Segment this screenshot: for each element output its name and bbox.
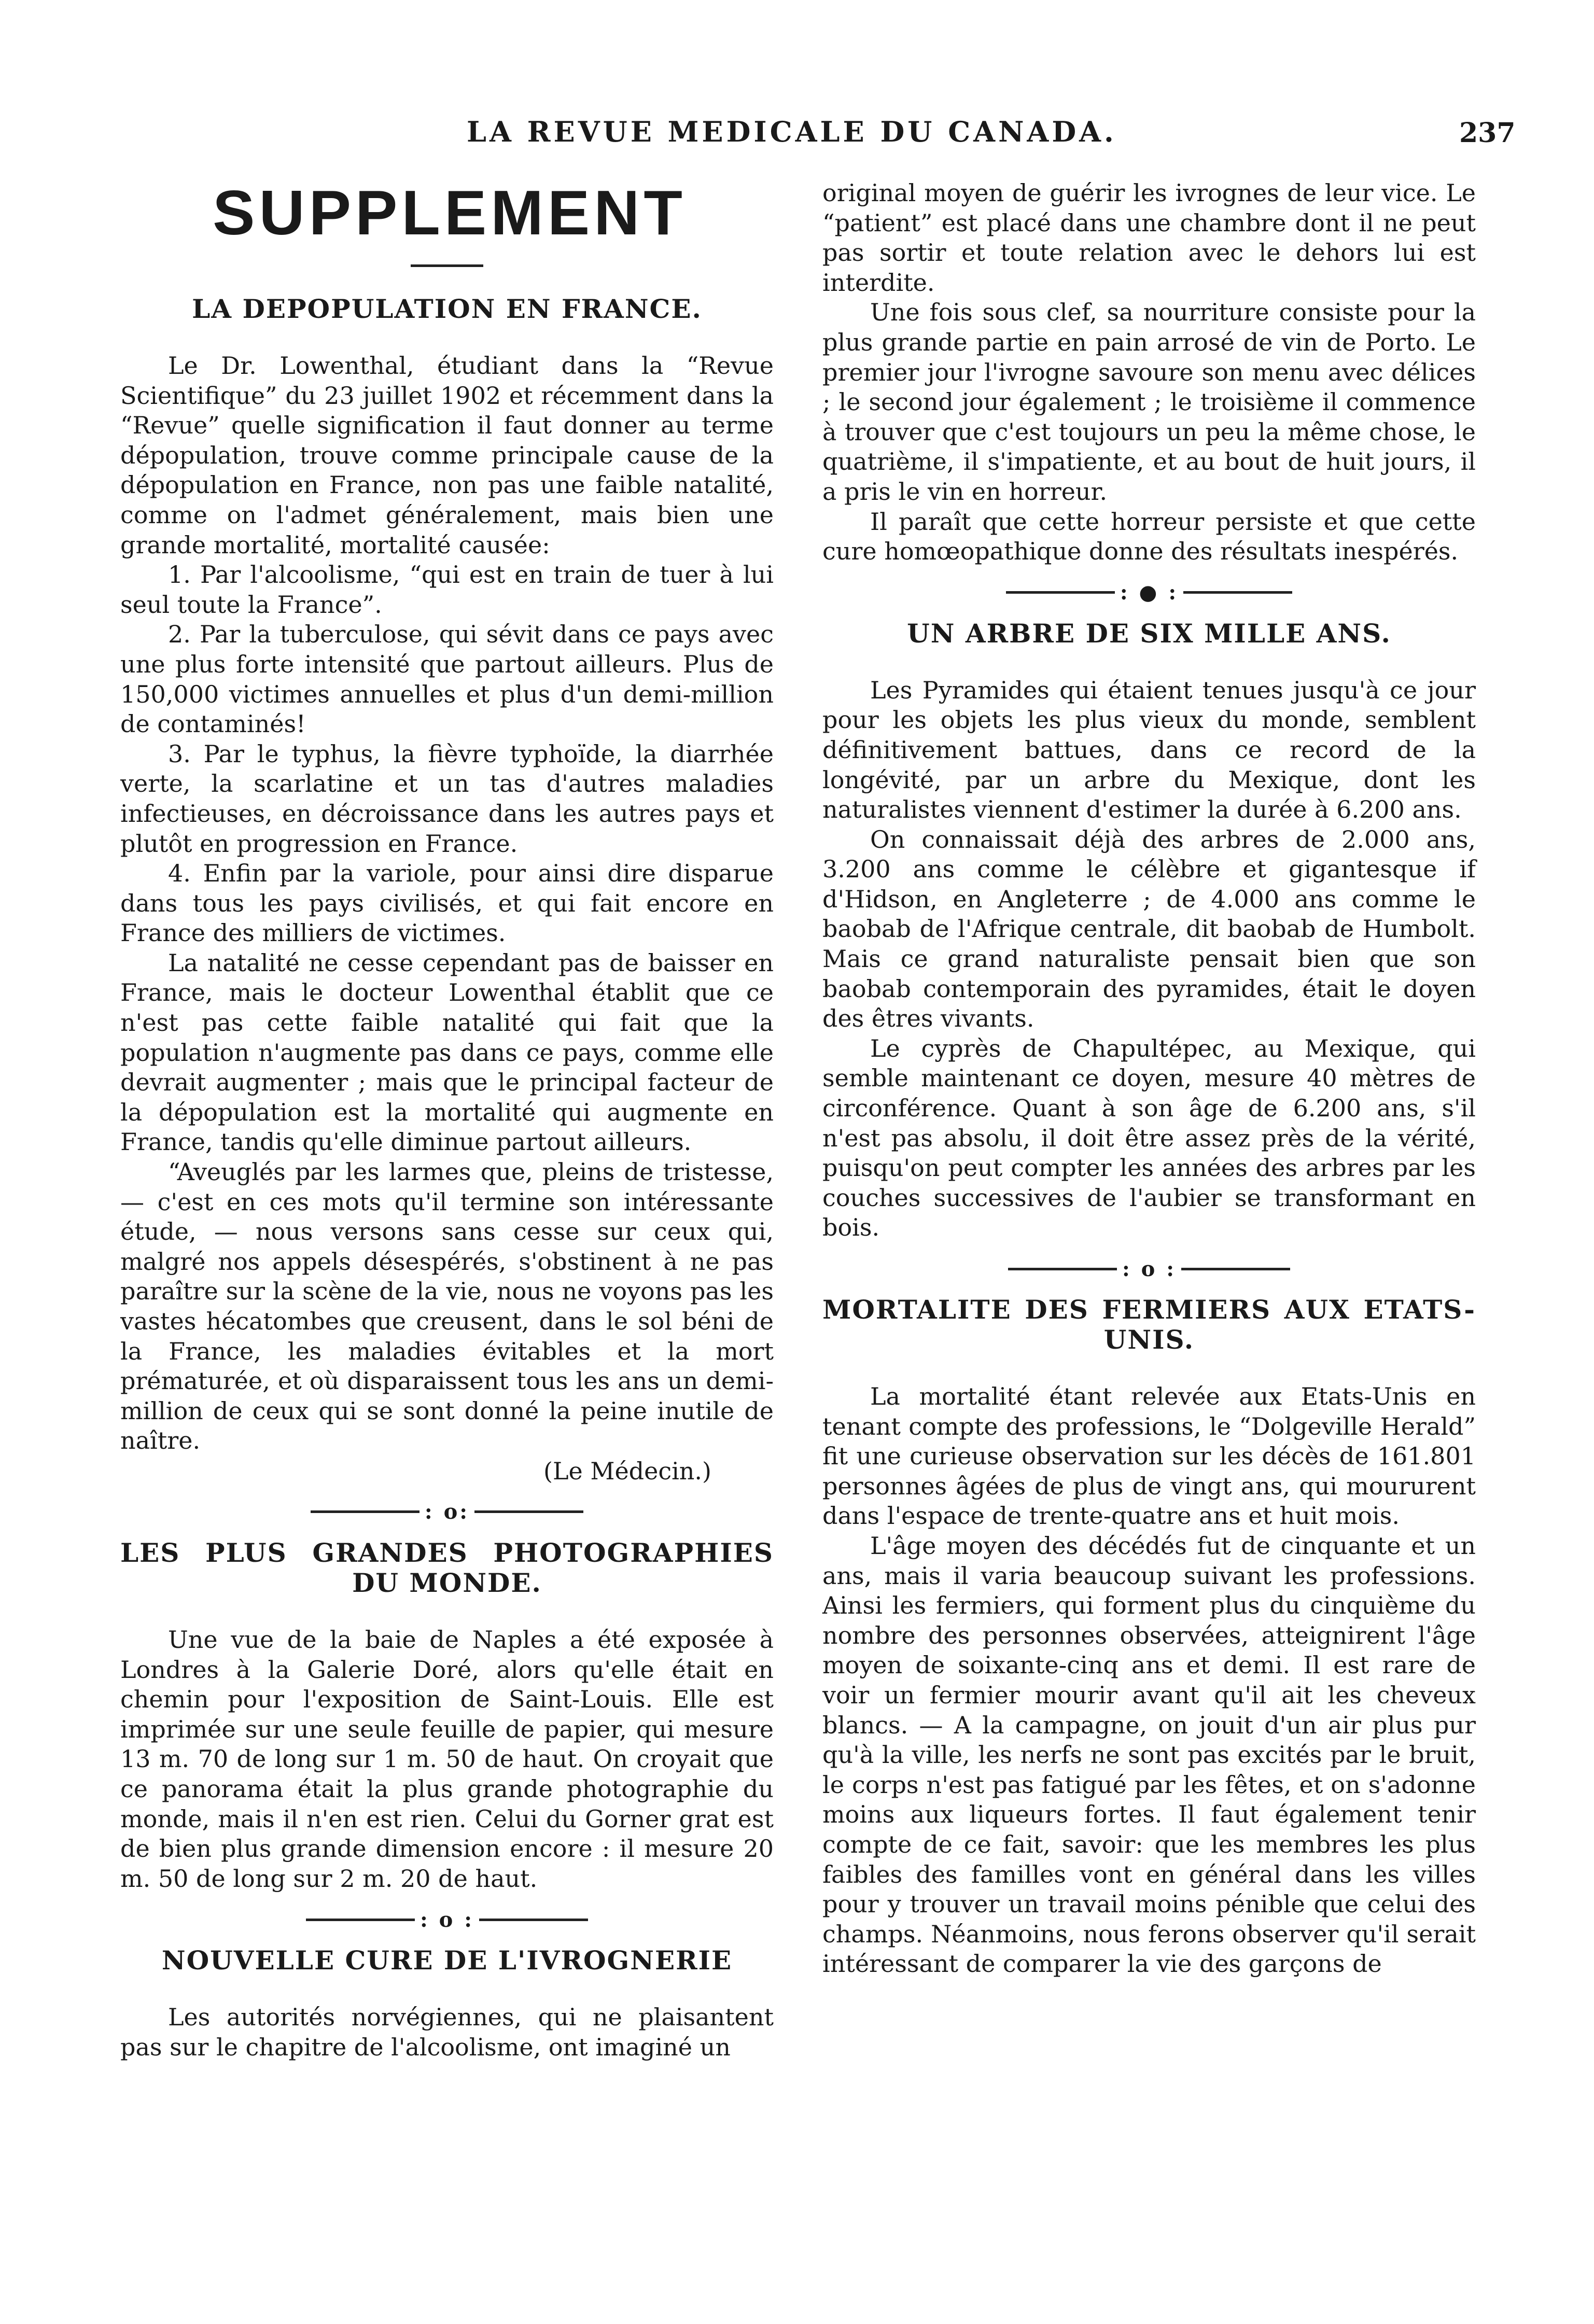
article-photographs xyxy=(120,1538,774,1894)
article-paragraph: On connaissait déjà des arbres de 2.000 ans, 3.200 ans comme le célèbre et gigantesque if d'Hidson, en Angleterre ; de 4.000 ans comme le baobab de l'Afrique centrale, dit baobab de Humbolt. Mais ce grand naturaliste pensait bien que son baobab contemporain des pyramides, était le doyen des êtres vivants. xyxy=(822,825,1476,1033)
article-cure xyxy=(120,1945,774,2062)
page-number: 237 xyxy=(1459,117,1516,149)
separator-rule xyxy=(1006,591,1115,594)
article-paragraph: original moyen de guérir les ivrognes de leur vice. Le “patient” est placé dans une chambre dont il ne peut pas sortir et toute relation avec le dehors lui est interdite. xyxy=(822,179,1476,297)
article-heading: NOUVELLE CURE DE L'IVROGNERIE xyxy=(161,1945,733,1976)
supplement-title: SUPPLEMENT xyxy=(213,177,687,248)
article-paragraph: Le Dr. Lowenthal, étudiant dans la “Revue Scientifique” du 23 juillet 1902 et récemment dans la “Revue” quelle signification il faut donner au terme dépopulation, trouve comme principale cause de la dépopulation en France, non pas une faible natalité, comme on l'admet généralement, mais bien une grande mortalité, mortalité causée: xyxy=(120,352,774,559)
article-heading: LA DEPOPULATION EN FRANCE. xyxy=(192,293,702,324)
separator-rule xyxy=(1181,1268,1290,1270)
section-separator xyxy=(120,1486,774,1538)
separator-rule xyxy=(474,1510,583,1513)
separator-rule xyxy=(1008,1268,1117,1270)
article-paragraph: La mortalité étant relevée aux Etats-Unis en tenant compte des professions, le “Dolgeville Herald” fit une curieuse observation sur les décès de 161.801 personnes âgées de plus de vingt ans, qui moururent dans l'espace de trente-quatre ans et huit mois. xyxy=(822,1382,1476,1530)
separator-mark: : o : xyxy=(1122,1256,1177,1281)
article-paragraph: 2. Par la tuberculose, qui sévit dans ce pays avec une plus forte intensité que partout ailleurs. Plus de 150,000 victimes annuelles et plus d'un demi-million de contaminés! xyxy=(120,620,774,738)
section-separator xyxy=(822,1243,1476,1295)
title-rule xyxy=(411,264,483,267)
article-farmers xyxy=(822,1295,1476,1979)
article-tree xyxy=(822,619,1476,1243)
separator-mark: : ● : xyxy=(1120,580,1179,605)
separator-rule xyxy=(479,1919,588,1921)
article-paragraph: Les autorités norvégiennes, qui ne plaisantent pas sur le chapitre de l'alcoolisme, ont imaginé un xyxy=(120,2003,774,2061)
article-paragraph: 4. Enfin par la variole, pour ainsi dire disparue dans tous les pays civilisés, et qui fait encore en France des milliers de victimes. xyxy=(120,859,774,947)
article-paragraph: 3. Par le typhus, la fièvre typhoïde, la diarrhée verte, la scarlatine et un tas d'autres maladies infectieuses, en décroissance dans les autres pays et plutôt en progression en France. xyxy=(120,739,774,858)
article-paragraph: Le cyprès de Chapultépec, au Mexique, qui semble maintenant ce doyen, mesure 40 mètres de circonférence. Quant à son âge de 6.200 ans, s'il n'est pas absolu, il doit être assez près de la vérité, puisqu'on peut compter les années des arbres par les couches successives de l'aubier se transformant en bois. xyxy=(822,1034,1476,1242)
article-paragraph: Une vue de la baie de Naples a été exposée à Londres à la Galerie Doré, alors qu'elle était en chemin pour l'exposition de Saint-Louis. Elle est imprimée sur une seule feuille de papier, qui mesure 13 m. 70 de long sur 1 m. 50 de haut. On croyait que ce panorama était la plus grande photographie du monde, mais il n'en est rien. Celui du Gorner grat est de bien plus grande dimension encore : il mesure 20 m. 50 de long sur 2 m. 20 de haut. xyxy=(120,1625,774,1893)
source-attribution: (Le Médecin.) xyxy=(543,1457,711,1485)
right-column xyxy=(822,178,1476,1979)
article-paragraph: 1. Par l'alcoolisme, “qui est en train de tuer à lui seul toute la France”. xyxy=(120,561,774,619)
separator-rule xyxy=(311,1510,420,1513)
page-header xyxy=(0,115,1594,157)
article-paragraph: Il paraît que cette horreur persiste et que cette cure homœopathique donne des résultats inespérés. xyxy=(822,507,1476,566)
section-separator xyxy=(120,1894,774,1945)
article-cure-continued xyxy=(822,178,1476,567)
article-paragraph: Les Pyramides qui étaient tenues jusqu'à ce jour pour les objets les plus vieux du monde, semblent définitivement battues, dans ce record de la longévité, par un arbre du Mexique, dont les naturalistes viennent d'estimer la durée à 6.200 ans. xyxy=(822,676,1476,824)
article-heading: LES PLUS GRANDES PHOTOGRAPHIES DU MONDE. xyxy=(120,1537,774,1598)
article-paragraph: “Aveuglés par les larmes que, pleins de tristesse, — c'est en ces mots qu'il termine son intéressante étude, — nous versons sans cesse sur ceux qui, malgré nos appels désespérés, s'obstinent à ne pas paraître sur la scène de la vie, nous ne voyons pas les vastes hécatombes que creusent, dans le sol béni de la France, les maladies évitables et la mort prématurée, et où disparaissent tous les ans un demi-million de ceux qui se sont donné la peine inutile de naître. xyxy=(120,1158,774,1455)
article-heading: UN ARBRE DE SIX MILLE ANS. xyxy=(907,618,1391,649)
section-separator xyxy=(822,567,1476,619)
separator-rule xyxy=(1183,591,1292,594)
article-paragraph: La natalité ne cesse cependant pas de baisser en France, mais le docteur Lowenthal établit que ce n'est pas cette faible natalité qui fait que la population n'augmente pas dans ce pays, comme elle devrait augmenter ; mais que le principal facteur de la dépopulation est la mortalité qui augmente en France, tandis qu'elle diminue partout ailleurs. xyxy=(120,948,774,1156)
article-heading: MORTALITE DES FERMIERS AUX ETATS-UNIS. xyxy=(822,1294,1476,1355)
running-title: LA REVUE MEDICALE DU CANADA. xyxy=(467,115,1117,148)
article-depopulation xyxy=(120,294,774,1486)
separator-mark: : o: xyxy=(424,1500,470,1524)
article-paragraph: Une fois sous clef, sa nourriture consiste pour la plus grande partie en pain arrosé de vin de Porto. Le premier jour l'ivrogne savoure son menu avec délices ; le second jour également ; le troisième il commence à trouver que c'est toujours un peu la même chose, le quatrième, il s'impatiente, et au bout de huit jours, il a pris le vin en horreur. xyxy=(822,298,1476,506)
article-paragraph: L'âge moyen des décédés fut de cinquante et un ans, mais il varia beaucoup suivant les professions. Ainsi les fermiers, qui forment plus du cinquième du nombre des personnes observées, atteignirent l'âge moyen de soixante-cinq ans et demi. Il est rare de voir un fermier mourir avant qu'il ait les cheveux blancs. — A la campagne, on jouit d'un air plus pur qu'à la ville, les nerfs ne sont pas excités par le bruit, le corps n'est pas fatigué par les fêtes, et on s'adonne moins aux liqueurs fortes. Il faut également tenir compte de ce fait, savoir: que les membres les plus faibles des familles vont en général dans les villes pour y trouver un travail moins pénible que celui des champs. Néanmoins, nous ferons observer qu'il serait intéressant de comparer la vie des garçons de xyxy=(822,1531,1476,1978)
left-column xyxy=(120,176,774,2063)
separator-rule xyxy=(306,1919,415,1921)
separator-mark: : o : xyxy=(420,1907,474,1932)
